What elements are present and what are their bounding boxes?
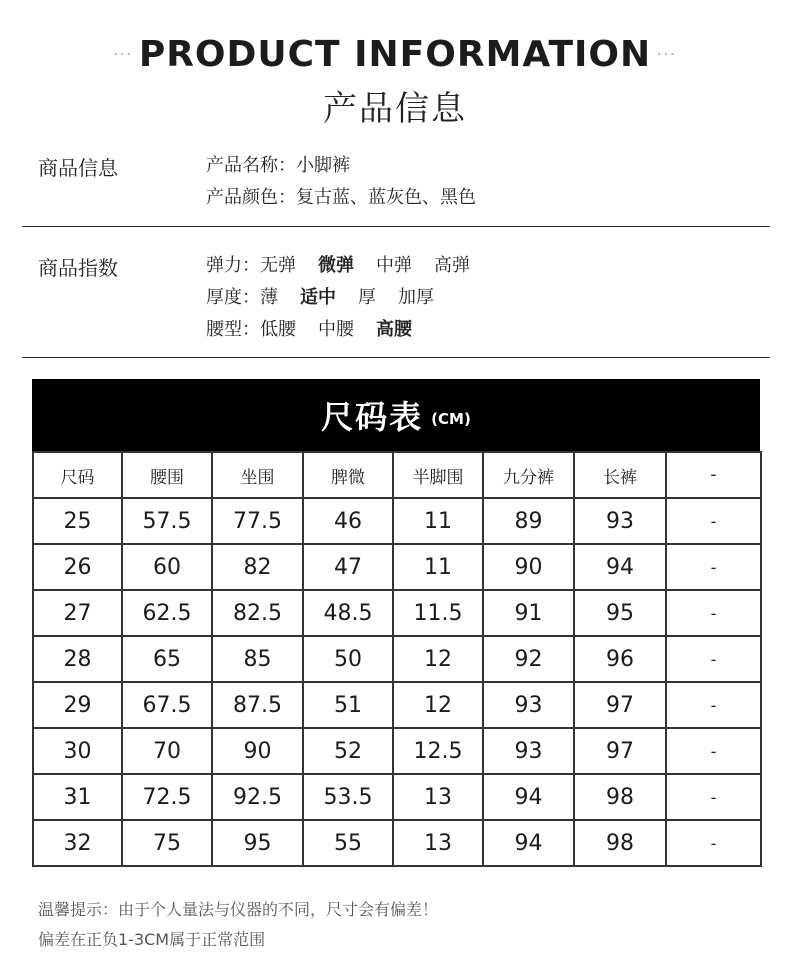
table-cell: -	[666, 682, 761, 728]
note-line-2: 偏差在正负1-3CM属于正常范围	[38, 930, 266, 949]
table-cell: 85	[212, 636, 303, 682]
table-cell: 12.5	[393, 728, 483, 774]
table-header-cell: 坐围	[212, 452, 303, 498]
table-row	[33, 498, 761, 544]
table-cell: -	[666, 590, 761, 636]
table-cell: 11	[393, 544, 483, 590]
table-row	[33, 636, 761, 682]
table-cell: 47	[303, 544, 393, 590]
divider-1	[22, 226, 770, 227]
index-option: 低腰	[260, 319, 296, 340]
table-header-cell: 长裤	[574, 452, 666, 498]
table-header-cell: 腰围	[122, 452, 212, 498]
table-cell: 77.5	[212, 498, 303, 544]
divider-2	[22, 357, 770, 358]
table-cell: 28	[33, 636, 122, 682]
size-table-unit: (CM)	[431, 410, 471, 428]
table-row	[33, 590, 761, 636]
index-option: 厚	[358, 287, 376, 308]
table-cell: 97	[574, 682, 666, 728]
table-cell: 46	[303, 498, 393, 544]
table-header-cell: 尺码	[33, 452, 122, 498]
index-row	[206, 282, 492, 314]
table-row	[33, 820, 761, 866]
table-cell: 70	[122, 728, 212, 774]
table-cell: 94	[574, 544, 666, 590]
page-header	[0, 34, 790, 130]
table-cell: 98	[574, 774, 666, 820]
index-option-selected: 高腰	[376, 319, 412, 340]
table-cell: 26	[33, 544, 122, 590]
index-option: 无弹	[260, 255, 296, 276]
table-cell: -	[666, 820, 761, 866]
table-cell: 13	[393, 820, 483, 866]
index-key: 腰型：	[206, 319, 260, 340]
index-option: 高弹	[434, 255, 470, 276]
size-table-title-bar	[32, 379, 760, 451]
product-index-lines	[206, 250, 492, 346]
table-header-cell: 脾微	[303, 452, 393, 498]
table-cell: 87.5	[212, 682, 303, 728]
table-cell: 92	[483, 636, 574, 682]
table-cell: -	[666, 544, 761, 590]
index-option-selected: 微弹	[318, 255, 354, 276]
table-cell: 31	[33, 774, 122, 820]
table-header-cell: 半脚围	[393, 452, 483, 498]
table-row	[33, 682, 761, 728]
table-cell: 65	[122, 636, 212, 682]
title-dots-right: ···	[657, 46, 677, 63]
table-cell: 12	[393, 682, 483, 728]
index-key: 厚度：	[206, 287, 260, 308]
table-cell: 93	[574, 498, 666, 544]
title-chinese: 产品信息	[323, 89, 467, 129]
table-row	[33, 728, 761, 774]
table-cell: 92.5	[212, 774, 303, 820]
index-option: 薄	[260, 287, 278, 308]
table-cell: 53.5	[303, 774, 393, 820]
table-cell: 98	[574, 820, 666, 866]
product-index-label: 商品指数	[38, 256, 118, 280]
product-name-line: 产品名称：小脚裤	[206, 155, 350, 176]
table-cell: 30	[33, 728, 122, 774]
table-cell: 57.5	[122, 498, 212, 544]
table-header-cell: -	[666, 452, 761, 498]
table-cell: -	[666, 728, 761, 774]
table-cell: 48.5	[303, 590, 393, 636]
table-cell: 11.5	[393, 590, 483, 636]
table-cell: 82.5	[212, 590, 303, 636]
table-cell: 13	[393, 774, 483, 820]
table-cell: 72.5	[122, 774, 212, 820]
table-cell: 97	[574, 728, 666, 774]
table-cell: 27	[33, 590, 122, 636]
table-cell: 29	[33, 682, 122, 728]
note-line-1: 温馨提示：由于个人量法与仪器的不同，尺寸会有偏差！	[38, 900, 439, 919]
table-cell: 90	[212, 728, 303, 774]
table-cell: 50	[303, 636, 393, 682]
table-cell: 32	[33, 820, 122, 866]
table-cell: 82	[212, 544, 303, 590]
title-row	[0, 34, 790, 75]
product-color-line: 产品颜色：复古蓝、蓝灰色、黑色	[206, 187, 476, 208]
size-table	[32, 379, 760, 867]
table-cell: 62.5	[122, 590, 212, 636]
table-cell: -	[666, 636, 761, 682]
table-cell: 95	[574, 590, 666, 636]
table-cell: -	[666, 498, 761, 544]
table-cell: 12	[393, 636, 483, 682]
product-info-lines	[206, 150, 476, 214]
table-cell: 90	[483, 544, 574, 590]
table-header-row	[33, 452, 761, 498]
table-cell: 25	[33, 498, 122, 544]
index-row	[206, 314, 492, 346]
table-cell: 93	[483, 728, 574, 774]
size-table-title: 尺码表	[321, 398, 424, 436]
index-option: 中弹	[376, 255, 412, 276]
table-cell: 11	[393, 498, 483, 544]
table-row	[33, 544, 761, 590]
table-header-cell: 九分裤	[483, 452, 574, 498]
product-info-label: 商品信息	[38, 156, 118, 180]
table-cell: 51	[303, 682, 393, 728]
table-cell: 91	[483, 590, 574, 636]
table-cell: 52	[303, 728, 393, 774]
title-dots-left: ···	[113, 46, 133, 63]
table-cell: 94	[483, 774, 574, 820]
index-option-selected: 适中	[300, 287, 336, 308]
table-cell: 96	[574, 636, 666, 682]
table-row	[33, 774, 761, 820]
table-cell: 95	[212, 820, 303, 866]
table-cell: 94	[483, 820, 574, 866]
size-note	[38, 895, 438, 955]
index-option: 中腰	[318, 319, 354, 340]
table-cell: 67.5	[122, 682, 212, 728]
table-cell: 89	[483, 498, 574, 544]
index-row	[206, 250, 492, 282]
table-cell: 75	[122, 820, 212, 866]
table-cell: -	[666, 774, 761, 820]
index-option: 加厚	[398, 287, 434, 308]
table-cell: 60	[122, 544, 212, 590]
index-key: 弹力：	[206, 255, 260, 276]
size-table-grid	[32, 451, 762, 867]
table-cell: 55	[303, 820, 393, 866]
title-english: PRODUCT INFORMATION	[138, 34, 652, 75]
table-cell: 93	[483, 682, 574, 728]
